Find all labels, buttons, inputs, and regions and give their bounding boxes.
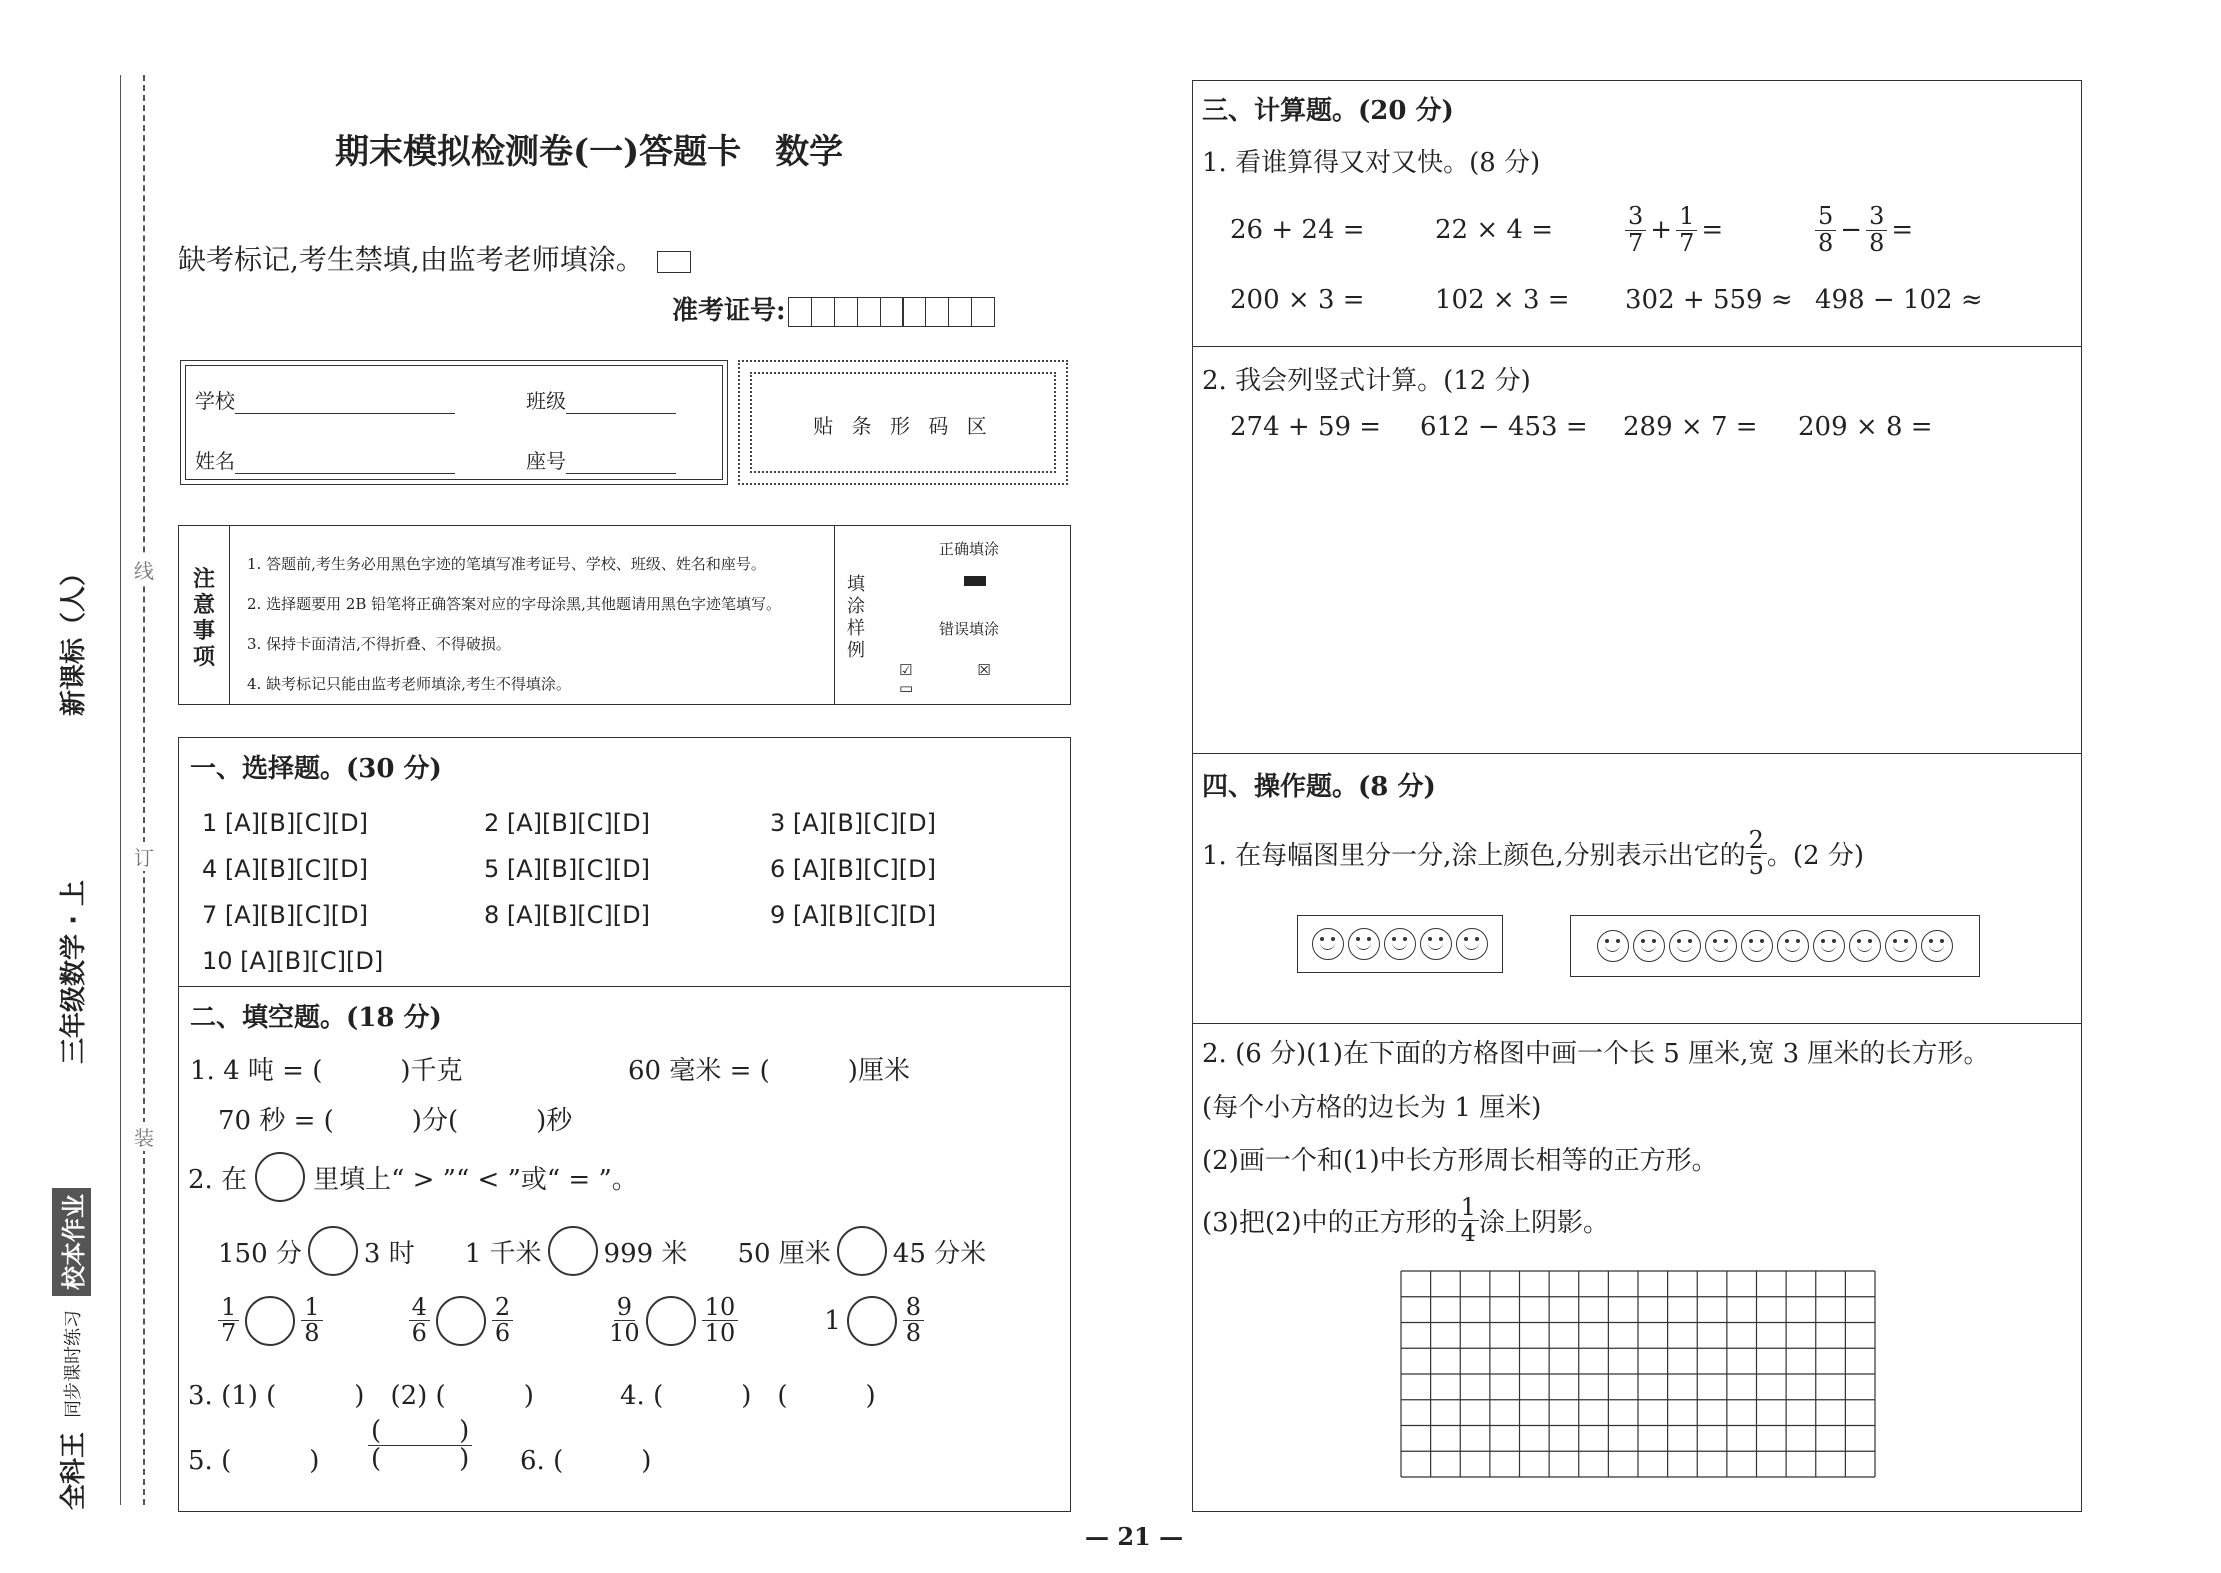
choice-item[interactable]: 2 [A][B][C][D]	[484, 809, 650, 837]
correct-fill-label: 正确填涂	[939, 540, 1000, 558]
compare-circle[interactable]	[548, 1226, 598, 1276]
denominator: 10	[609, 1319, 640, 1348]
calc-q2-title: 2. 我会列竖式计算。(12 分)	[1202, 366, 1531, 396]
fill-q5-fraction[interactable]	[368, 1418, 472, 1474]
smiley-icon[interactable]	[1597, 930, 1629, 962]
smiley-icon[interactable]	[1885, 930, 1917, 962]
smiley-icon[interactable]	[1921, 930, 1953, 962]
denominator: 6	[411, 1319, 427, 1348]
wrong-fill-marks: ☑ ☒ ▭	[899, 661, 1021, 697]
smiley-icon[interactable]	[1669, 930, 1701, 962]
calc-item[interactable]: $\frac{5}{8}$ − $\frac{3}{8}$ =	[1815, 204, 1913, 255]
spine-solid-line	[120, 75, 121, 1505]
smiley-icon[interactable]	[1348, 928, 1380, 960]
compare-right: 3 时	[363, 1238, 415, 1269]
school-label: 学校	[195, 389, 235, 413]
absent-note-text: 缺考标记,考生禁填,由监考老师填涂。	[178, 243, 644, 276]
smiley-icon[interactable]	[1633, 930, 1665, 962]
whole-number: 1	[824, 1305, 841, 1336]
name-field[interactable]	[195, 445, 455, 474]
fill-example-label: 填涂样例	[847, 574, 865, 661]
op-q2-line4-tail: 涂上阴影。	[1478, 1208, 1609, 1239]
calc-item[interactable]: 102 × 3 =	[1435, 285, 1570, 315]
fill-q2	[188, 1152, 638, 1202]
student-info-box	[180, 360, 728, 485]
choice-item[interactable]: 4 [A][B][C][D]	[202, 855, 368, 883]
smiley-icon[interactable]	[1741, 930, 1773, 962]
fill-q1c[interactable]: 70 秒 = ( )分( )秒	[218, 1106, 573, 1136]
absent-note	[178, 238, 691, 278]
denominator-blank: ( )	[371, 1444, 470, 1475]
denominator: 8	[905, 1319, 922, 1348]
page-title: 期末模拟检测卷(一)答题卡 数学	[335, 132, 844, 172]
compare-circle[interactable]	[646, 1296, 696, 1346]
calc-row-3	[1230, 412, 1933, 442]
numerator: 9	[614, 1295, 635, 1321]
wrong-fill-label: 错误填涂	[939, 620, 1000, 638]
op-q2-line1: 2. (6 分)(1)在下面的方格图中画一个长 5 厘米,宽 3 厘米的长方形。	[1202, 1039, 1990, 1069]
smiley-icon[interactable]	[1420, 928, 1452, 960]
notice-item: 4. 缺考标记只能由监考老师填涂,考生不得填涂。	[247, 675, 571, 693]
compare-left: 1 千米	[464, 1238, 542, 1269]
calc-item[interactable]: $\frac{3}{7}$ + $\frac{1}{7}$ =	[1625, 204, 1815, 255]
section4-title: 四、操作题。(8 分)	[1202, 772, 1436, 802]
compare-circle[interactable]	[837, 1226, 887, 1276]
page-number: — 21 —	[1085, 1522, 1184, 1551]
exam-id-cells[interactable]	[790, 296, 995, 327]
brand-sub-label: 同步课时练习	[62, 1309, 84, 1418]
edition-label: 新课标（人）	[59, 559, 89, 716]
section1-title: 一、选择题。(30 分)	[190, 754, 442, 784]
vertical-calc-item[interactable]: 612 − 453 =	[1420, 412, 1588, 442]
numerator: 3	[1866, 204, 1887, 230]
numerator: 3	[1625, 204, 1646, 230]
calc-row-2	[1230, 285, 1983, 315]
compare-left: 150 分	[218, 1238, 302, 1269]
calc-item[interactable]: 302 + 559 ≈	[1625, 285, 1793, 315]
op-q2-line4	[1202, 1195, 1609, 1246]
notice-title: 注意事项	[193, 566, 216, 670]
smiley-icon[interactable]	[1384, 928, 1416, 960]
notice-items	[247, 544, 781, 704]
compare-circle[interactable]	[245, 1296, 295, 1346]
fill-q6[interactable]: 6. ( )	[520, 1446, 652, 1476]
compare-row-2	[218, 1295, 924, 1346]
fill-q1a[interactable]: 1. 4 吨 = ( )千克	[190, 1056, 463, 1086]
op-q2-line2: (每个小方格的边长为 1 厘米)	[1202, 1093, 1542, 1123]
calc-q1-title: 1. 看谁算得又对又快。(8 分)	[1202, 148, 1541, 178]
brand-label: 全科王	[59, 1431, 89, 1510]
choice-item[interactable]: 9 [A][B][C][D]	[770, 901, 936, 929]
op-q1-text: 1. 在每幅图里分一分,涂上颜色,分别表示出它的	[1202, 841, 1746, 872]
denominator: 8	[304, 1319, 320, 1348]
binding-mark-2: 订	[134, 842, 154, 871]
smiley-icon[interactable]	[1777, 930, 1809, 962]
class-label: 班级	[526, 389, 566, 413]
notice-item: 1. 答题前,考生务必用黑色字迹的笔填写准考证号、学校、班级、姓名和座号。	[247, 555, 766, 573]
exam-id	[672, 290, 995, 327]
grade-label: 三年级数学 · 上	[59, 880, 89, 1064]
binding-mark-1: 线	[134, 555, 154, 584]
smiley-box-2[interactable]	[1570, 915, 1980, 977]
fill-q2-pre: 2. 在	[188, 1164, 248, 1195]
numerator: 5	[1815, 204, 1836, 230]
section2-title: 二、填空题。(18 分)	[190, 1003, 442, 1033]
smiley-icon[interactable]	[1456, 928, 1488, 960]
choice-item[interactable]: 5 [A][B][C][D]	[484, 855, 650, 883]
calc-item[interactable]: 22 × 4 =	[1435, 215, 1553, 245]
fill-q2-post: 里填上“ > ”“ < ”或“ = ”。	[313, 1164, 638, 1195]
denominator: 10	[704, 1319, 736, 1348]
op-q2-line3: (2)画一个和(1)中长方形周长相等的正方形。	[1202, 1146, 1718, 1176]
op-q2-line4-text: (3)把(2)中的正方形的	[1202, 1208, 1458, 1239]
compare-row-1	[218, 1226, 986, 1276]
choice-item[interactable]: 8 [A][B][C][D]	[484, 901, 650, 929]
vertical-calc-item[interactable]: 274 + 59 =	[1230, 412, 1382, 442]
numerator: 1	[218, 1295, 239, 1321]
choice-item[interactable]: 10 [A][B][C][D]	[202, 947, 384, 975]
denominator: 4	[1460, 1219, 1476, 1248]
choice-grid[interactable]	[202, 800, 936, 984]
section3-title: 三、计算题。(20 分)	[1202, 96, 1454, 126]
notice-box	[178, 525, 1071, 705]
denominator: 6	[494, 1319, 511, 1348]
binding-dashed-line	[143, 75, 145, 1505]
choice-item[interactable]: 6 [A][B][C][D]	[770, 855, 936, 883]
school-field[interactable]	[195, 385, 455, 414]
numerator: 1	[1676, 204, 1697, 230]
smiley-box-1[interactable]	[1297, 915, 1503, 973]
name-label: 姓名	[195, 449, 235, 473]
notice-item: 3. 保持卡面清洁,不得折叠、不得破损。	[247, 635, 511, 653]
denominator: 7	[221, 1319, 237, 1348]
smiley-icon[interactable]	[1849, 930, 1881, 962]
calc-item[interactable]: 200 × 3 =	[1230, 285, 1365, 315]
numerator: 10	[702, 1295, 739, 1321]
compare-circle-example	[255, 1152, 305, 1202]
denominator: 7	[1679, 228, 1695, 257]
op-q1-points: 。(2 分)	[1766, 841, 1864, 872]
compare-circle[interactable]	[436, 1296, 486, 1346]
compare-left: 50 厘米	[737, 1238, 831, 1269]
choice-item[interactable]: 3 [A][B][C][D]	[770, 809, 936, 837]
op-q1	[1202, 828, 1864, 879]
compare-circle[interactable]	[847, 1296, 897, 1346]
seat-label: 座号	[526, 449, 566, 473]
absent-checkbox[interactable]	[657, 251, 691, 273]
numerator: 2	[1746, 828, 1767, 854]
calc-item[interactable]: 498 − 102 ≈	[1815, 285, 1983, 315]
fill-q5[interactable]: 5. ( )	[188, 1446, 320, 1476]
fill-q1b[interactable]: 60 毫米 = ( )厘米	[628, 1056, 910, 1086]
compare-right: 999 米	[603, 1238, 688, 1269]
denominator: 7	[1628, 228, 1644, 257]
numerator: 1	[301, 1295, 322, 1321]
denominator: 8	[1818, 228, 1834, 257]
seat-field[interactable]	[526, 445, 676, 474]
vertical-calc-item[interactable]: 289 × 7 =	[1623, 412, 1758, 442]
compare-circle[interactable]	[308, 1226, 358, 1276]
numerator: 1	[1458, 1195, 1479, 1221]
square-grid[interactable]	[1400, 1270, 1876, 1478]
numerator: 4	[409, 1295, 430, 1321]
correct-fill-mark	[964, 576, 986, 586]
numerator: 8	[903, 1295, 924, 1321]
calc-item[interactable]: 26 + 24 =	[1230, 215, 1365, 245]
vertical-calc-item[interactable]: 209 × 8 =	[1798, 412, 1933, 442]
numerator: 2	[492, 1295, 513, 1321]
barcode-label: 贴 条 形 码 区	[813, 414, 993, 438]
smiley-icon[interactable]	[1312, 928, 1344, 960]
calc-row-1	[1230, 195, 1913, 265]
compare-right: 45 分米	[892, 1238, 987, 1269]
fill-q4[interactable]: 4. ( ) ( )	[620, 1381, 876, 1411]
binding-mark-3: 装	[134, 1122, 154, 1151]
denominator: 5	[1748, 852, 1764, 881]
smiley-icon[interactable]	[1813, 930, 1845, 962]
class-field[interactable]	[526, 385, 676, 414]
badge-label: 校本作业	[52, 1188, 91, 1296]
barcode-area	[738, 360, 1068, 485]
numerator-blank: ( )	[368, 1418, 472, 1446]
notice-item: 2. 选择题要用 2B 铅笔将正确答案对应的字母涂黑,其他题请用黑色字迹笔填写。	[247, 595, 781, 613]
smiley-icon[interactable]	[1705, 930, 1737, 962]
spine-text	[52, 559, 91, 1510]
fill-q3[interactable]: 3. (1) ( ) (2) ( )	[188, 1381, 534, 1411]
choice-item[interactable]: 7 [A][B][C][D]	[202, 901, 368, 929]
exam-id-label: 准考证号:	[672, 296, 786, 326]
denominator: 8	[1869, 228, 1885, 257]
choice-item[interactable]: 1 [A][B][C][D]	[202, 809, 368, 837]
